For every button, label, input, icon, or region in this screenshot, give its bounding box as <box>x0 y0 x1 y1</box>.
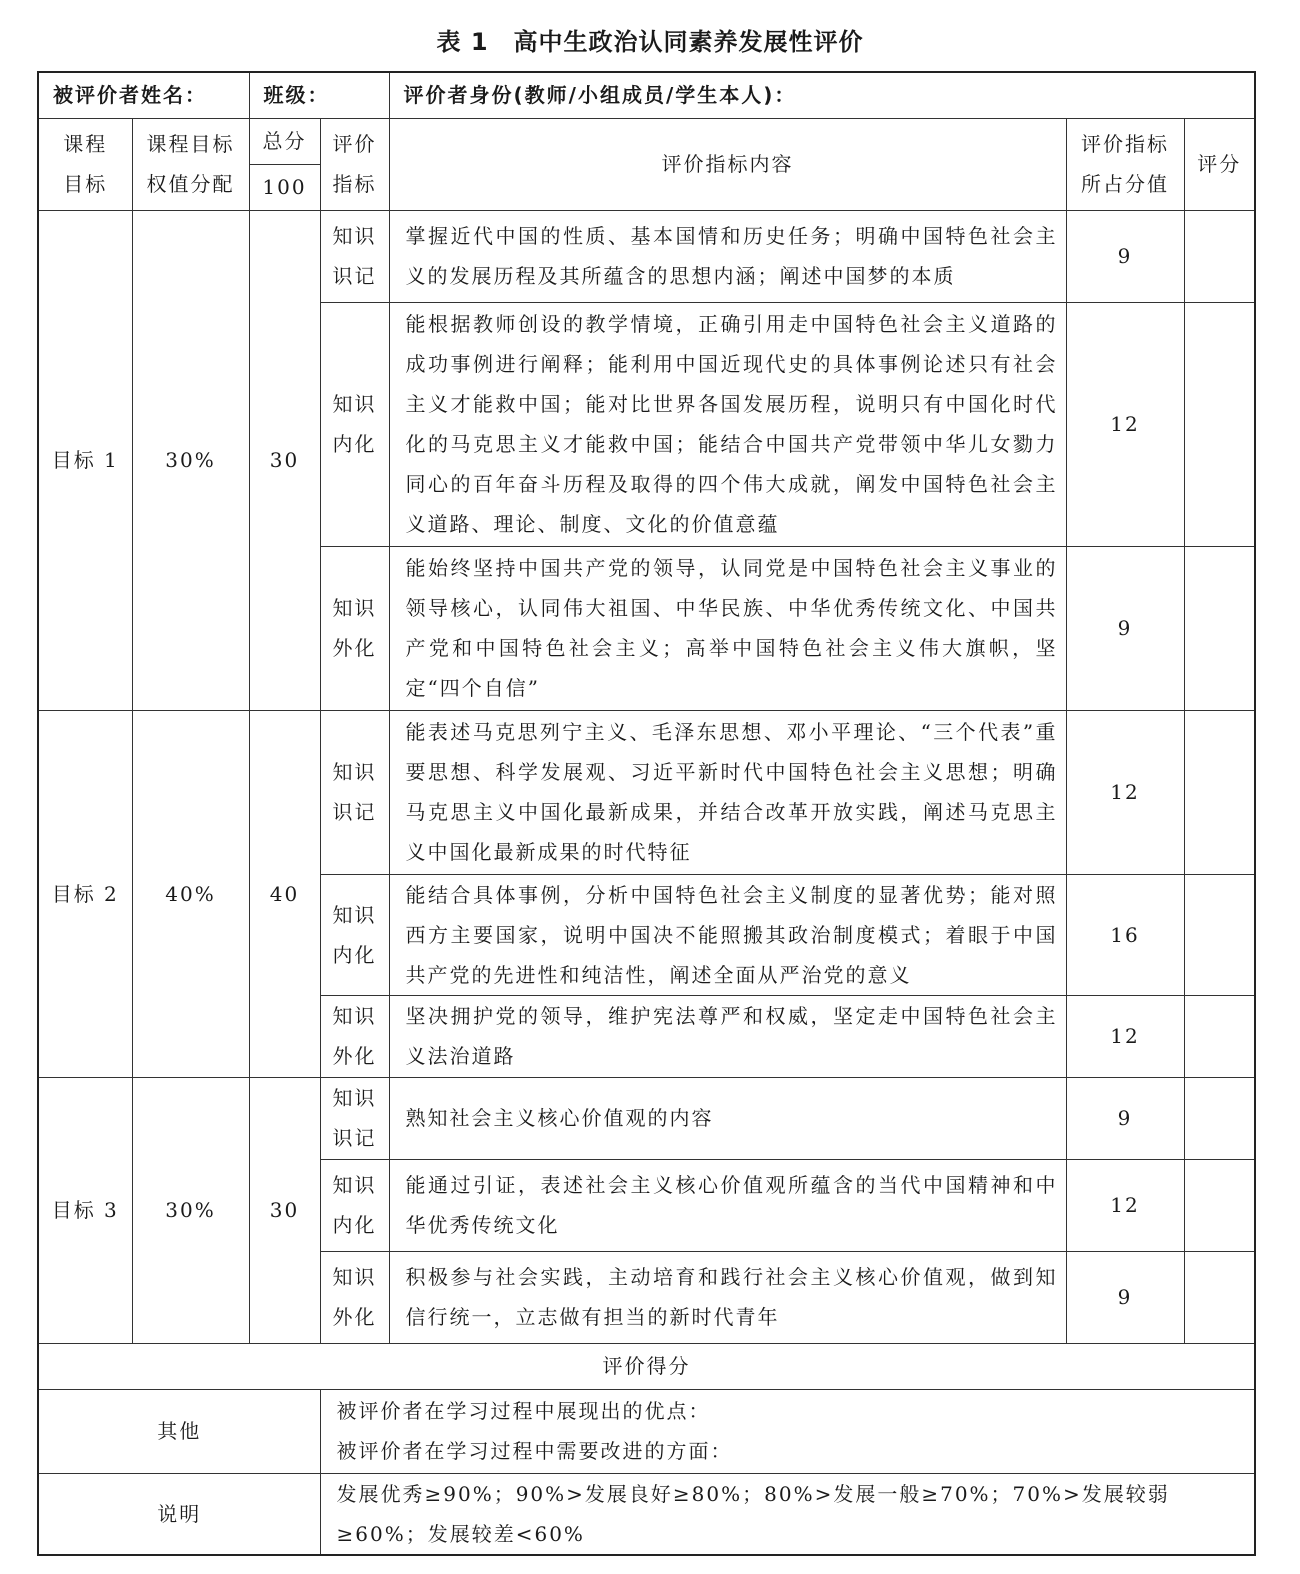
table-title: 表 1 高中生政治认同素养发展性评价 <box>436 28 864 56</box>
table-row <box>38 1077 1255 1159</box>
table-row <box>38 210 1255 302</box>
score-total-label: 评价得分 <box>38 1343 1255 1389</box>
indicator-points: 12 <box>1066 1159 1184 1251</box>
indicator-points: 9 <box>1066 546 1184 710</box>
indicator-content: 熟知社会主义核心价值观的内容 <box>389 1077 1066 1159</box>
score-cell[interactable] <box>1184 874 1255 995</box>
indicator-points: 9 <box>1066 210 1184 302</box>
indicator-points: 9 <box>1066 1077 1184 1159</box>
table-row <box>38 710 1255 874</box>
indicator-cell: 知识 识记 <box>320 1077 389 1159</box>
goal-total: 30 <box>249 210 320 710</box>
indicator-content: 能结合具体事例，分析中国特色社会主义制度的显著优势；能对照西方主要国家，说明中国决不能照搬其政治制度模式；着眼于中国共产党的先进性和纯洁性，阐述全面从严治党的意义 <box>389 874 1066 995</box>
indicator-content: 掌握近代中国的性质、基本国情和历史任务；明确中国特色社会主义的发展历程及其所蕴含的思想内涵；阐述中国梦的本质 <box>389 210 1066 302</box>
indicator-content: 能根据教师创设的教学情境，正确引用走中国特色社会主义道路的成功事例进行阐释；能利用中国近现代史的具体事例论述只有社会主义才能救中国；能对比世界各国发展历程，说明只有中国化时代化的马克思主义才能救中国；能结合中国共产党带领中华儿女勠力同心的百年奋斗历程及取得的四个伟大成就，阐发中国特色社会主义道路、理论、制度、文化的价值意蕴 <box>389 302 1066 546</box>
goal-total: 30 <box>249 1077 320 1343</box>
indicator-content: 积极参与社会实践，主动培育和践行社会主义核心价值观，做到知信行统一，立志做有担当的新时代青年 <box>389 1251 1066 1343</box>
col-total-label: 总分 <box>249 118 320 164</box>
indicator-points: 12 <box>1066 710 1184 874</box>
col-course-goal: 课程 目标 <box>38 118 132 210</box>
other-content[interactable]: 被评价者在学习过程中展现出的优点： 被评价者在学习过程中需要改进的方面： <box>320 1389 1255 1473</box>
col-weight: 课程目标 权值分配 <box>132 118 249 210</box>
score-cell[interactable] <box>1184 302 1255 546</box>
score-cell[interactable] <box>1184 710 1255 874</box>
score-cell[interactable] <box>1184 1077 1255 1159</box>
evaluation-table <box>37 71 1256 1556</box>
other-row <box>38 1389 1255 1473</box>
goal-name: 目标 3 <box>38 1077 132 1343</box>
indicator-content: 能通过引证，表述社会主义核心价值观所蕴含的当代中国精神和中华优秀传统文化 <box>389 1159 1066 1251</box>
score-total-row <box>38 1343 1255 1389</box>
goal-name: 目标 2 <box>38 710 132 1077</box>
indicator-content: 能表述马克思列宁主义、毛泽东思想、邓小平理论、“三个代表”重要思想、科学发展观、习近平新时代中国特色社会主义思想；明确马克思主义中国化最新成果，并结合改革开放实践，阐述马克思主义中国化最新成果的时代特征 <box>389 710 1066 874</box>
indicator-cell: 知识 外化 <box>320 995 389 1077</box>
header-info-row <box>38 72 1255 118</box>
note-content: 发展优秀≥90%；90%>发展良好≥80%；80%>发展一般≥70%；70%>发展较弱≥60%；发展较差<60% <box>320 1473 1255 1555</box>
goal-name: 目标 1 <box>38 210 132 710</box>
other-label: 其他 <box>38 1389 320 1473</box>
column-header-row <box>38 118 1255 164</box>
evaluator-identity-label: 评价者身份(教师/小组成员/学生本人)： <box>389 72 1255 118</box>
indicator-cell: 知识 识记 <box>320 710 389 874</box>
goal-total: 40 <box>249 710 320 1077</box>
goal-weight: 30% <box>132 210 249 710</box>
score-cell[interactable] <box>1184 546 1255 710</box>
col-content: 评价指标内容 <box>389 118 1066 210</box>
col-points: 评价指标 所占分值 <box>1066 118 1184 210</box>
score-cell[interactable] <box>1184 1251 1255 1343</box>
col-score: 评分 <box>1184 118 1255 210</box>
indicator-cell: 知识 外化 <box>320 546 389 710</box>
goal-weight: 40% <box>132 710 249 1077</box>
goal-weight: 30% <box>132 1077 249 1343</box>
col-total-value: 100 <box>249 164 320 210</box>
indicator-cell: 知识 外化 <box>320 1251 389 1343</box>
indicator-points: 12 <box>1066 995 1184 1077</box>
score-cell[interactable] <box>1184 995 1255 1077</box>
indicator-points: 12 <box>1066 302 1184 546</box>
class-label: 班级： <box>249 72 389 118</box>
indicator-content: 坚决拥护党的领导，维护宪法尊严和权威，坚定走中国特色社会主义法治道路 <box>389 995 1066 1077</box>
indicator-cell: 知识 内化 <box>320 302 389 546</box>
score-cell[interactable] <box>1184 1159 1255 1251</box>
note-label: 说明 <box>38 1473 320 1555</box>
indicator-content: 能始终坚持中国共产党的领导，认同党是中国特色社会主义事业的领导核心，认同伟大祖国、中华民族、中华优秀传统文化、中国共产党和中国特色社会主义；高举中国特色社会主义伟大旗帜，坚定“四个自信” <box>389 546 1066 710</box>
indicator-cell: 知识 内化 <box>320 874 389 995</box>
note-row <box>38 1473 1255 1555</box>
indicator-points: 16 <box>1066 874 1184 995</box>
indicator-points: 9 <box>1066 1251 1184 1343</box>
indicator-cell: 知识 识记 <box>320 210 389 302</box>
evaluatee-name-label: 被评价者姓名： <box>38 72 249 118</box>
indicator-cell: 知识 内化 <box>320 1159 389 1251</box>
col-indicator: 评价 指标 <box>320 118 389 210</box>
score-cell[interactable] <box>1184 210 1255 302</box>
